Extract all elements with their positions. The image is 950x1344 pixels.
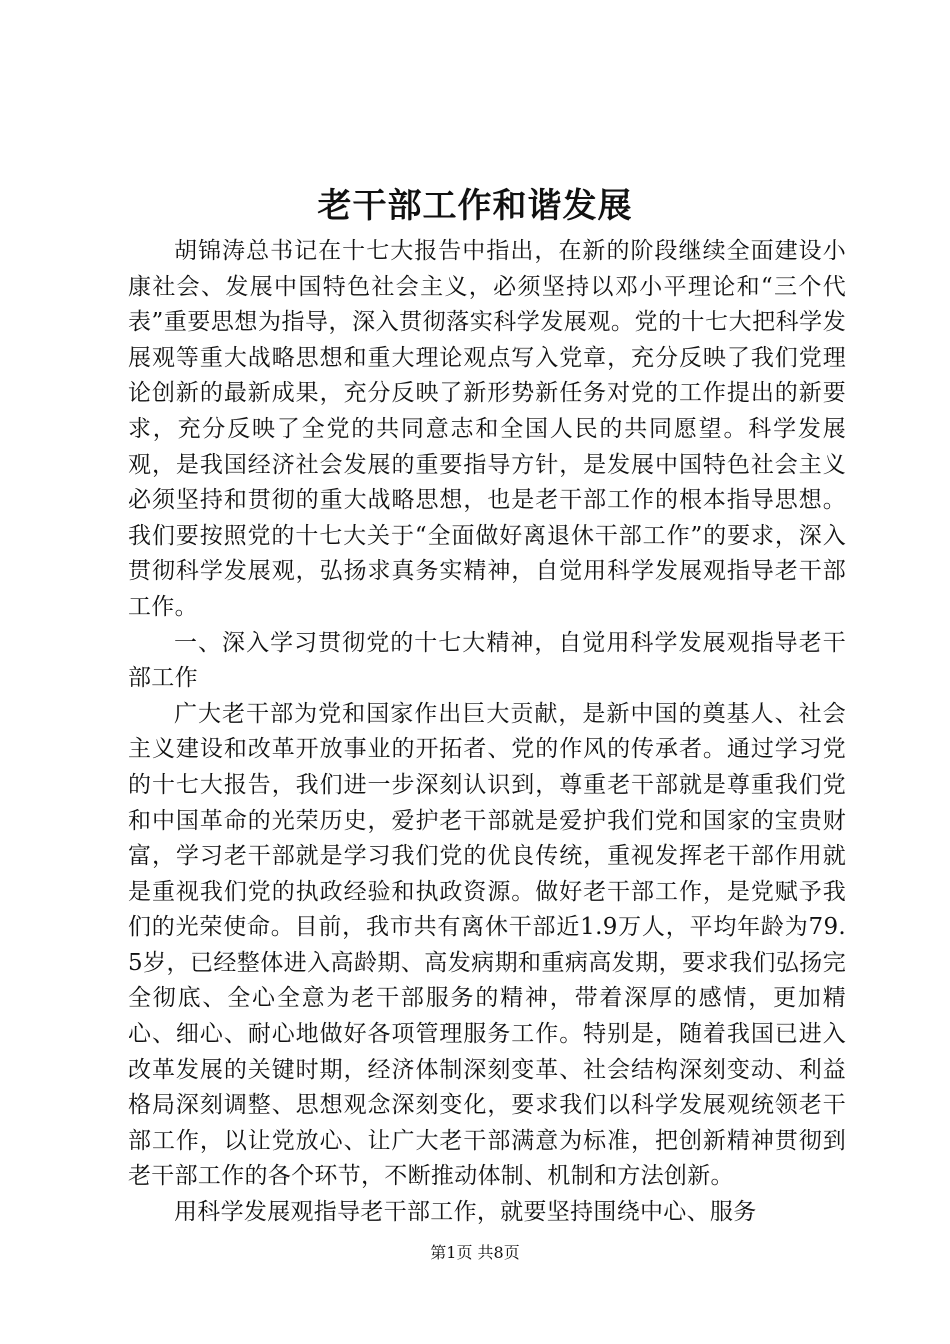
page-footer: 第1页 共8页 xyxy=(430,1243,520,1262)
section-heading: 一、深入学习贯彻党的十七大精神，自觉用科学发展观指导老干部工作 xyxy=(128,629,846,692)
document-body xyxy=(128,234,846,1231)
body-paragraph: 胡锦涛总书记在十七大报告中指出，在新的阶段继续全面建设小康社会、发展中国特色社会主义，必须坚持以邓小平理论和“三个代表”重要思想为指导，深入贯彻落实科学发展观。党的十七大把科学发展观等重大战略思想和重大理论观点写入党章，充分反映了我们党理论创新的最新成果，充分反映了新形势新任务对党的工作提出的新要求，充分反映了全党的共同意志和全国人民的共同愿望。科学发展观，是我国经济社会发展的重要指导方针，是发展中国特色社会主义必须坚持和贯彻的重大战略思想，也是老干部工作的根本指导思想。我们要按照党的十七大关于“全面做好离退休干部工作”的要求，深入贯彻科学发展观，弘扬求真务实精神，自觉用科学发展观指导老干部工作。 xyxy=(128,238,846,620)
document-title: 老干部工作和谐发展 xyxy=(317,186,633,226)
body-paragraph: 用科学发展观指导老干部工作，就要坚持围绕中心、服务 xyxy=(174,1199,757,1226)
body-paragraph: 广大老干部为党和国家作出巨大贡献，是新中国的奠基人、社会主义建设和改革开放事业的开拓者、党的作风的传承者。通过学习党的十七大报告，我们进一步深刻认识到，尊重老干部就是尊重我们党和中国革命的光荣历史，爱护老干部就是爱护我们党和国家的宝贵财富，学习老干部就是学习我们党的优良传统，重视发挥老干部作用就是重视我们党的执政经验和执政资源。做好老干部工作，是党赋予我们的光荣使命。目前，我市共有离休干部近1.9万人，平均年龄为79.5岁，已经整体进入高龄期、高发病期和重病高发期，要求我们弘扬完全彻底、全心全意为老干部服务的精神，带着深厚的感情，更加精心、细心、耐心地做好各项管理服务工作。特别是，随着我国已进入改革发展的关键时期，经济体制深刻变革、社会结构深刻变动、利益格局深刻调整、思想观念深刻变化，要求我们以科学发展观统领老干部工作，以让党放心、让广大老干部满意为标准，把创新精神贯彻到老干部工作的各个环节，不断推动体制、机制和方法创新。 xyxy=(128,700,846,1190)
